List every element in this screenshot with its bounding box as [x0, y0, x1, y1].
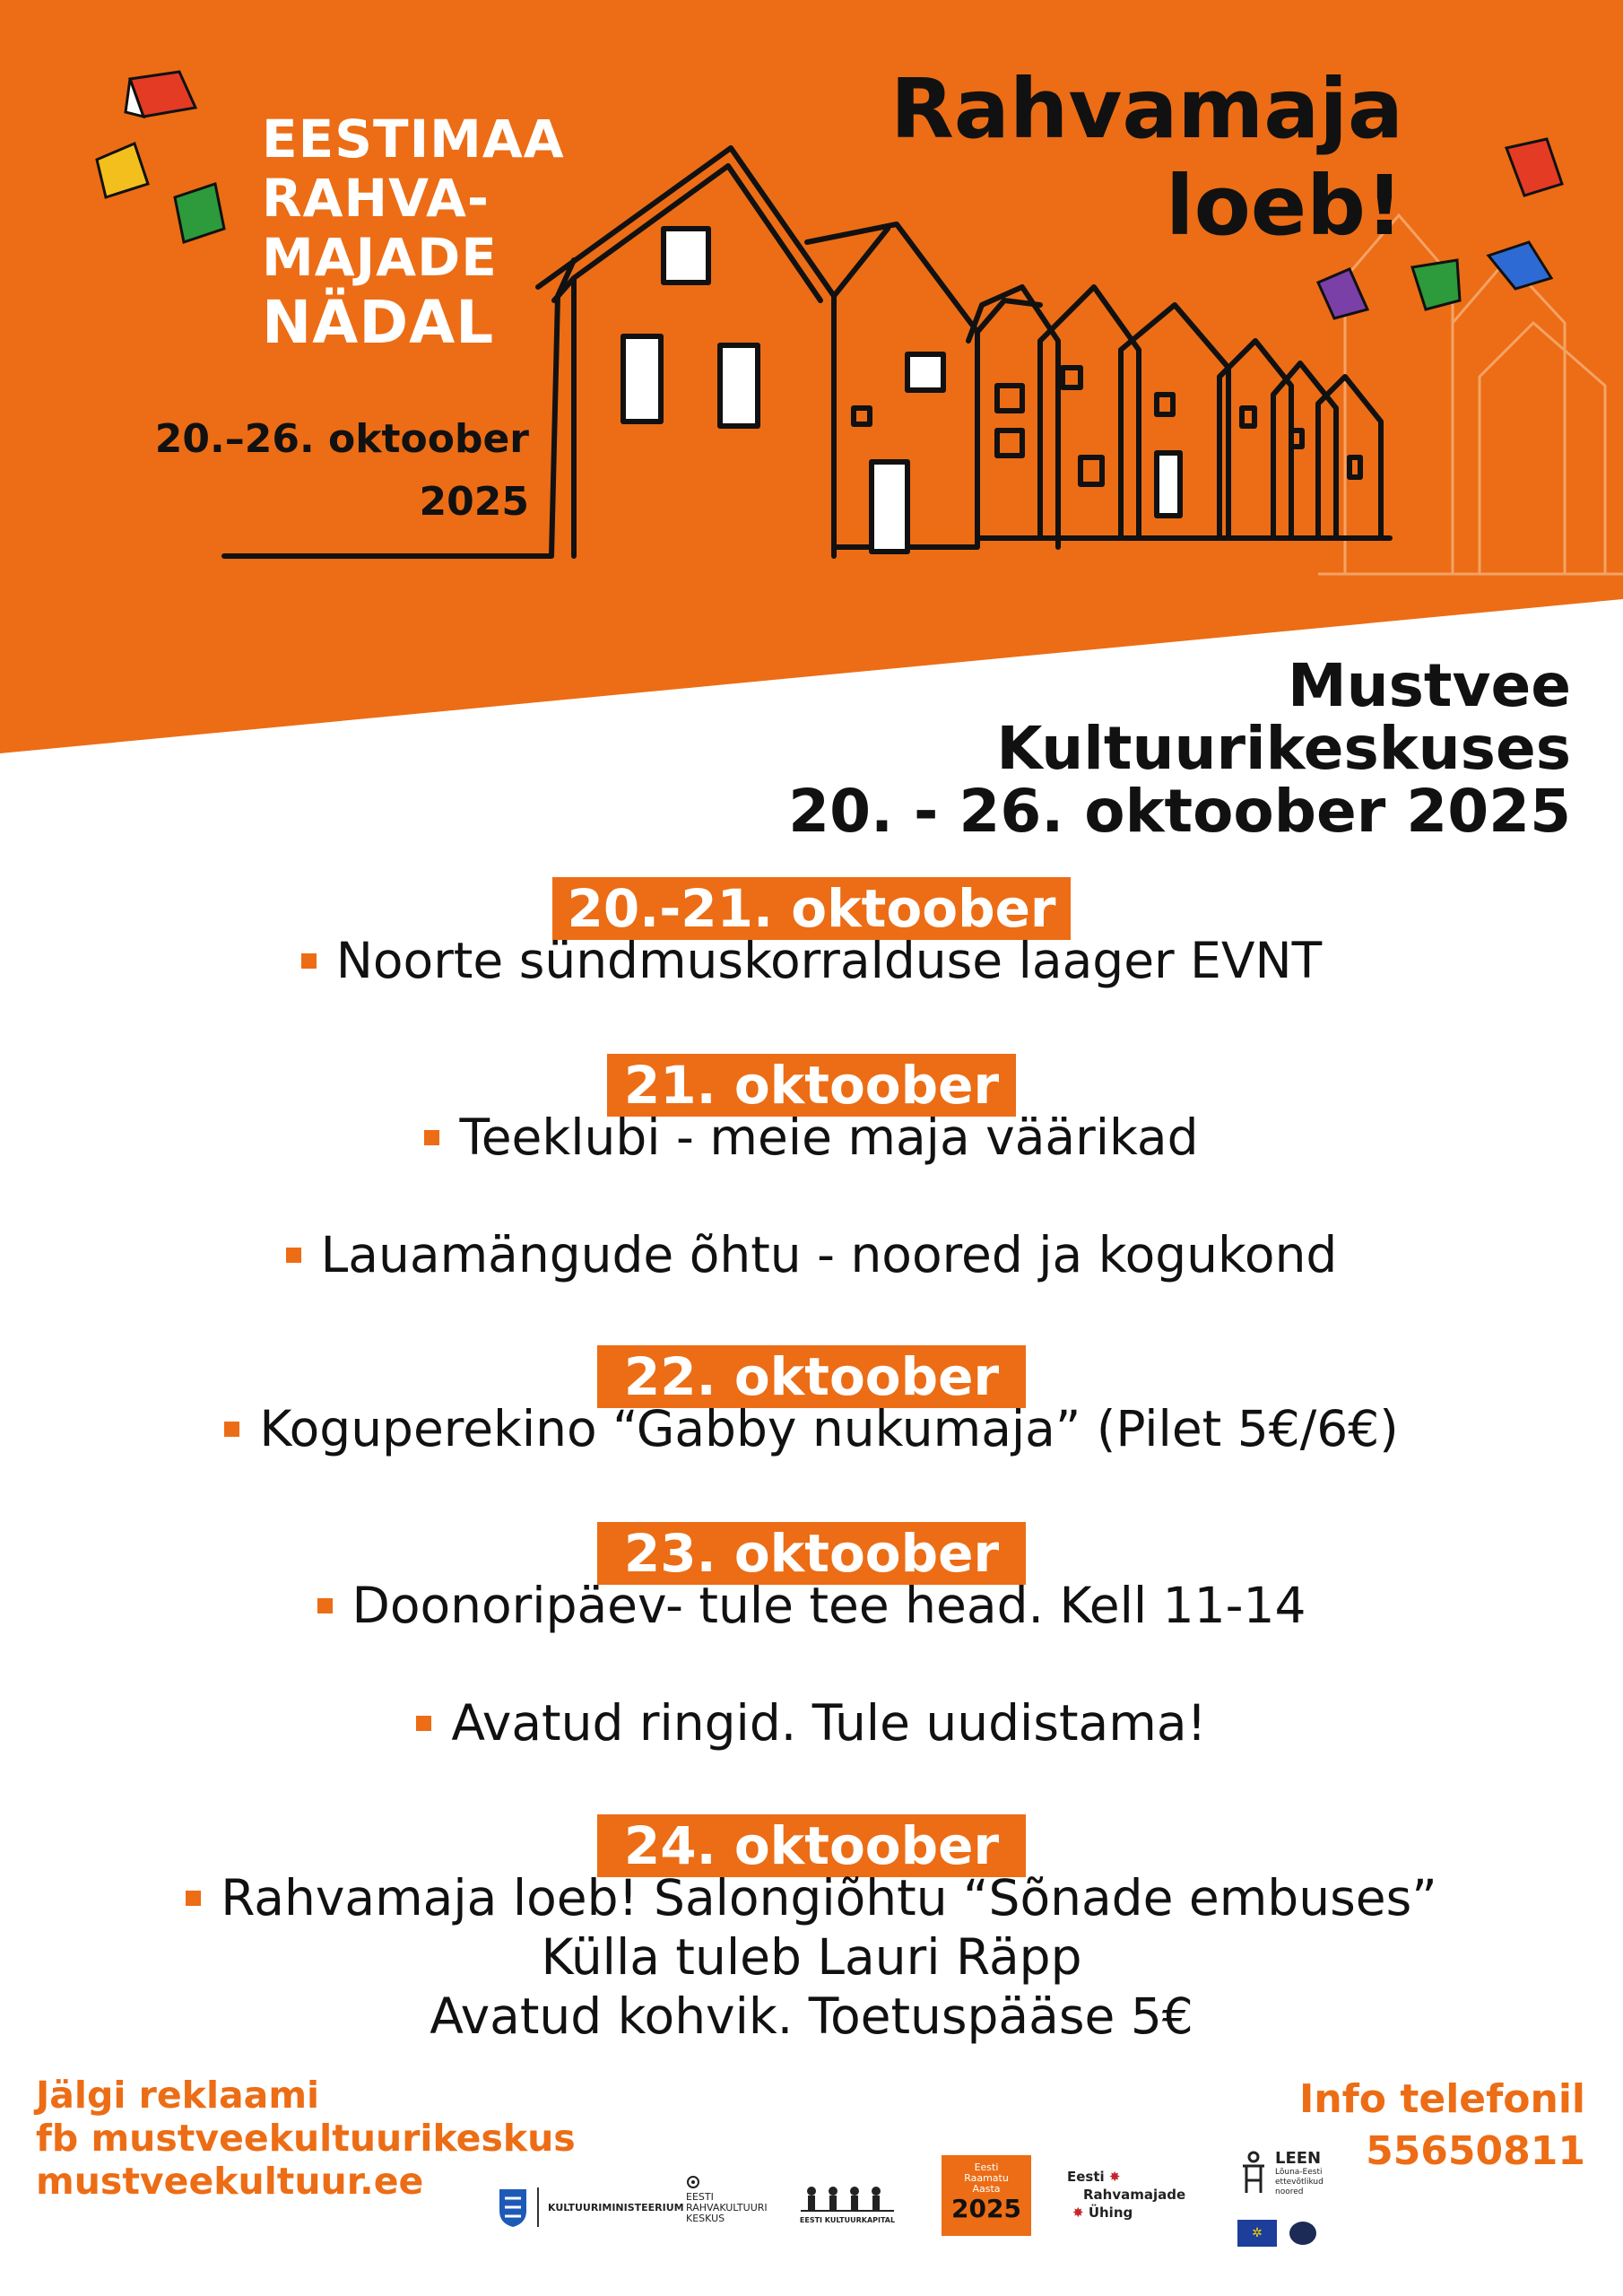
info-label: Info telefonil [1298, 2076, 1585, 2122]
schedule-item [0, 1399, 1623, 1458]
schedule-item-continuation: Avatud kohvik. Toetuspääse 5€ [430, 1987, 1193, 2045]
day-date-badge: 20.-21. oktoober [552, 877, 1071, 940]
schedule-item-continuation: Külla tuleb Lauri Räpp [541, 1928, 1082, 1986]
week-dates-line: 20.–26. oktoober [154, 416, 529, 462]
phone-number[interactable]: 55650811 [1366, 2128, 1585, 2174]
week-year-line: 2025 [419, 479, 529, 525]
schedule-item [0, 1108, 1623, 1167]
day-date-badge: 21. oktoober [607, 1054, 1016, 1117]
schedule-item [0, 1868, 1623, 1927]
schedule-item-text: Rahvamaja loeb! Salongiõhtu “Sõnade embuses” [221, 1869, 1437, 1926]
leen-line: Lõuna-Eesti [1275, 2168, 1323, 2177]
venue-dates: 20. - 26. oktoober 2025 [788, 777, 1571, 846]
day-date-badge: 24. oktoober [597, 1814, 1026, 1877]
book-year-logo [942, 2155, 1031, 2236]
book-year-number: 2025 [951, 2194, 1021, 2223]
ministry-logo [498, 2187, 684, 2227]
leen-logo [1237, 2150, 1324, 2197]
day-date-badge: 22. oktoober [597, 1345, 1026, 1408]
bullet-icon [224, 1422, 239, 1437]
bullet-icon [317, 1598, 333, 1613]
week-title-line: MAJADE [262, 227, 498, 288]
leen-line: ettevõtlikud [1275, 2178, 1324, 2187]
schedule-day [0, 1054, 1623, 1284]
venue-name: Mustvee [1287, 651, 1571, 720]
week-title-line: NÄDAL [262, 288, 495, 357]
bullet-icon [186, 1891, 201, 1906]
rkk-line: EESTI [686, 2191, 714, 2203]
eu-flag-icon: ✲ [1237, 2220, 1277, 2247]
week-title-line: EESTIMAA [262, 109, 565, 170]
facebook-link[interactable]: fb mustveekultuurikeskus [36, 2117, 576, 2160]
schedule-item [0, 931, 1623, 990]
leen-line: noored [1275, 2187, 1304, 2196]
community-houses-union-logo [1067, 2168, 1185, 2222]
figures-icon [801, 2184, 894, 2213]
flower-emblem-icon [686, 2175, 700, 2189]
kulka-name: EESTI KULTUURKAPITAL [799, 2216, 896, 2224]
week-title [262, 109, 565, 359]
week-title-line: RAHVA- [262, 168, 490, 229]
campaign-title-line: Rahvamaja [890, 61, 1403, 157]
ministry-name: KULTUURIMINISTEERIUM [548, 2201, 684, 2213]
book-year-line: Eesti [974, 2161, 999, 2173]
venue-block [628, 651, 1571, 846]
leen-name: LEEN [1275, 2149, 1322, 2168]
union-line: Rahvamajade [1083, 2187, 1186, 2203]
bullet-icon [301, 953, 317, 969]
schedule-item-text: Noorte sündmuskorralduse laager EVNT [335, 932, 1323, 989]
website-link[interactable]: mustveekultuur.ee [36, 2160, 424, 2203]
week-dates [108, 408, 529, 534]
schedule-item [0, 1576, 1623, 1635]
sponsor-logos [493, 2148, 1345, 2265]
campaign-title-line: loeb! [1166, 158, 1403, 254]
schedule-item [0, 1225, 1623, 1284]
schedule-item [0, 1693, 1623, 1752]
rkk-line: RAHVAKULTUURI [686, 2202, 768, 2213]
book-year-line: Raamatu [964, 2172, 1009, 2184]
schedule-item-text: Avatud ringid. Tule uudistama! [451, 1694, 1207, 1752]
chair-figure-icon [1237, 2150, 1270, 2196]
partner-logo-icon [1289, 2222, 1316, 2245]
schedule-item-text: Teeklubi - meie maja väärikad [459, 1109, 1199, 1166]
book-year-line: Aasta [972, 2183, 1001, 2195]
coat-of-arms-icon [498, 2187, 528, 2227]
day-date-badge: 23. oktoober [597, 1522, 1026, 1585]
schedule-item-text: Koguperekino “Gabby nukumaja” (Pilet 5€/6€) [259, 1400, 1399, 1457]
union-line: ✸ Ühing [1072, 2205, 1133, 2221]
campaign-title [861, 61, 1403, 255]
union-line: Eesti ✸ [1067, 2169, 1121, 2185]
schedule-item-text: Lauamängude õhtu - noored ja kogukond [320, 1226, 1338, 1283]
schedule-day [0, 1345, 1623, 1458]
bullet-icon [416, 1716, 431, 1731]
bullet-icon [424, 1130, 439, 1145]
rkk-line: KESKUS [686, 2213, 725, 2224]
schedule-item-text: Doonoripäev- tule tee head. Kell 11-14 [352, 1577, 1306, 1634]
bullet-icon [286, 1248, 301, 1263]
venue-type: Kultuurikeskuses [996, 714, 1571, 783]
schedule-day [0, 1522, 1623, 1752]
cultural-endowment-logo [798, 2184, 897, 2224]
folk-culture-centre-logo [686, 2175, 768, 2224]
follow-heading: Jälgi reklaami [36, 2074, 320, 2117]
schedule-day [0, 877, 1623, 990]
schedule-day [0, 1814, 1623, 2046]
